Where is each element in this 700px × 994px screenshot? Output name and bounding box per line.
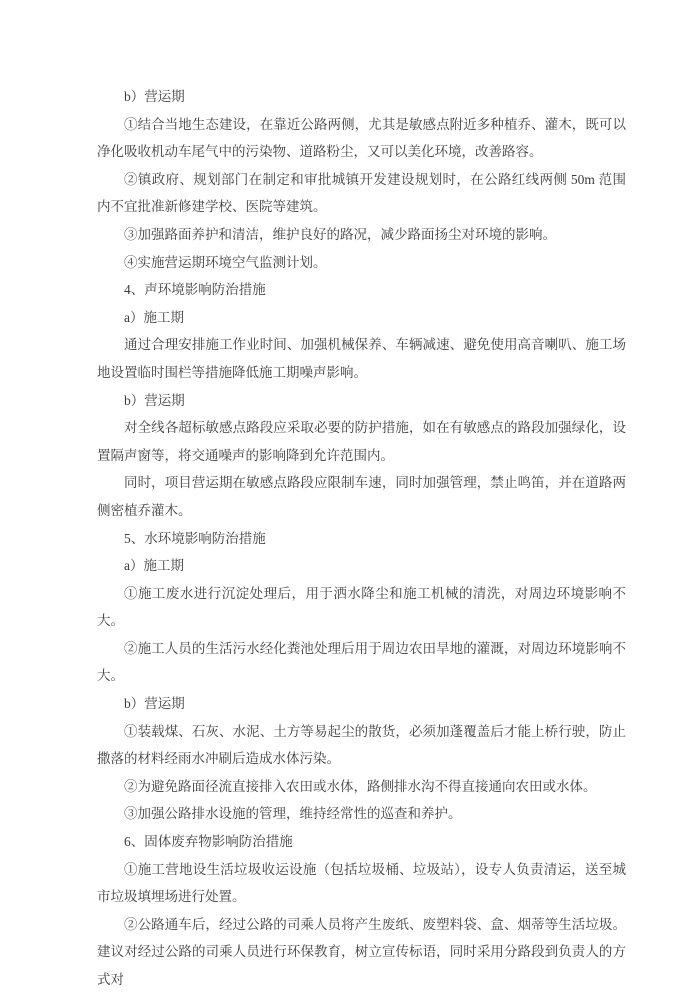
document-text-block bbox=[97, 83, 626, 994]
section-heading-water: 5、水环境影响防治措施 bbox=[124, 530, 266, 546]
paragraph: ①施工废水进行沉淀处理后，用于洒水降尘和施工机械的清洗，对周边环境影响不大。 bbox=[97, 585, 626, 629]
subheading-construction-period: a）施工期 bbox=[124, 309, 184, 325]
paragraph: ②为避免路面径流直接排入农田或水体，路侧排水沟不得直接通向农田或水体。 bbox=[124, 778, 597, 794]
subheading-operation-period: b）营运期 bbox=[124, 696, 185, 712]
paragraph: 同时，项目营运期在敏感点路段应限制车速，同时加强管理，禁止鸣笛，并在道路两侧密植乔灌木。 bbox=[97, 475, 626, 518]
paragraph: ①施工营地设生活垃圾收运设施（包括垃圾桶、垃圾站），设专人负责清运，送至城市垃圾填埋场进行处置。 bbox=[97, 861, 626, 905]
section-heading-noise: 4、声环境影响防治措施 bbox=[124, 282, 266, 298]
subheading-construction-period: a）施工期 bbox=[124, 558, 184, 574]
paragraph: ②镇政府、规划部门在制定和审批城镇开发建设规划时，在公路红线两侧 50m 范围内不宜批准新修建学校、医院等建筑。 bbox=[97, 171, 626, 215]
paragraph: 对全线各超标敏感点路段应采取必要的防护措施，如在有敏感点的路段加强绿化，设置隔声窗等，将交通噪声的影响降到允许范围内。 bbox=[97, 420, 626, 463]
section-heading-solid-waste: 6、固体废弃物影响防治措施 bbox=[124, 834, 293, 850]
paragraph: ③加强路面养护和清洁，维护良好的路况，减少路面扬尘对环境的影响。 bbox=[124, 226, 556, 242]
paragraph: 通过合理安排施工作业时间、加强机械保养、车辆减速、避免使用高音喇叭、施工场地设置临时围栏等措施降低施工期噪声影响。 bbox=[97, 337, 626, 380]
paragraph: ③加强公路排水设施的管理，维持经常性的巡查和养护。 bbox=[124, 806, 462, 822]
paragraph: ①结合当地生态建设，在靠近公路两侧，尤其是敏感点附近多种植乔、灌木，既可以净化吸收机动车尾气中的污染物、道路粉尘，又可以美化环境，改善路容。 bbox=[97, 116, 626, 160]
paragraph: ①装载煤、石灰、水泥、土方等易起尘的散货，必须加蓬覆盖后才能上桥行驶，防止撒落的材料经雨水冲刷后造成水体污染。 bbox=[97, 723, 626, 767]
subheading-operation-period: b）营运期 bbox=[124, 392, 185, 408]
paragraph: ②施工人员的生活污水经化粪池处理后用于周边农田旱地的灌溉，对周边环境影响不大。 bbox=[97, 640, 626, 684]
subheading-operation-period: b）营运期 bbox=[124, 89, 185, 104]
paragraph: ④实施营运期环境空气监测计划。 bbox=[124, 254, 327, 270]
paragraph: ②公路通车后，经过公路的司乘人员将产生废纸、废塑料袋、盒、烟蒂等生活垃圾。建议对经过公路的司乘人员进行环保教育，树立宣传标语，同时采用分路段到负责人的方式对 bbox=[97, 916, 626, 987]
